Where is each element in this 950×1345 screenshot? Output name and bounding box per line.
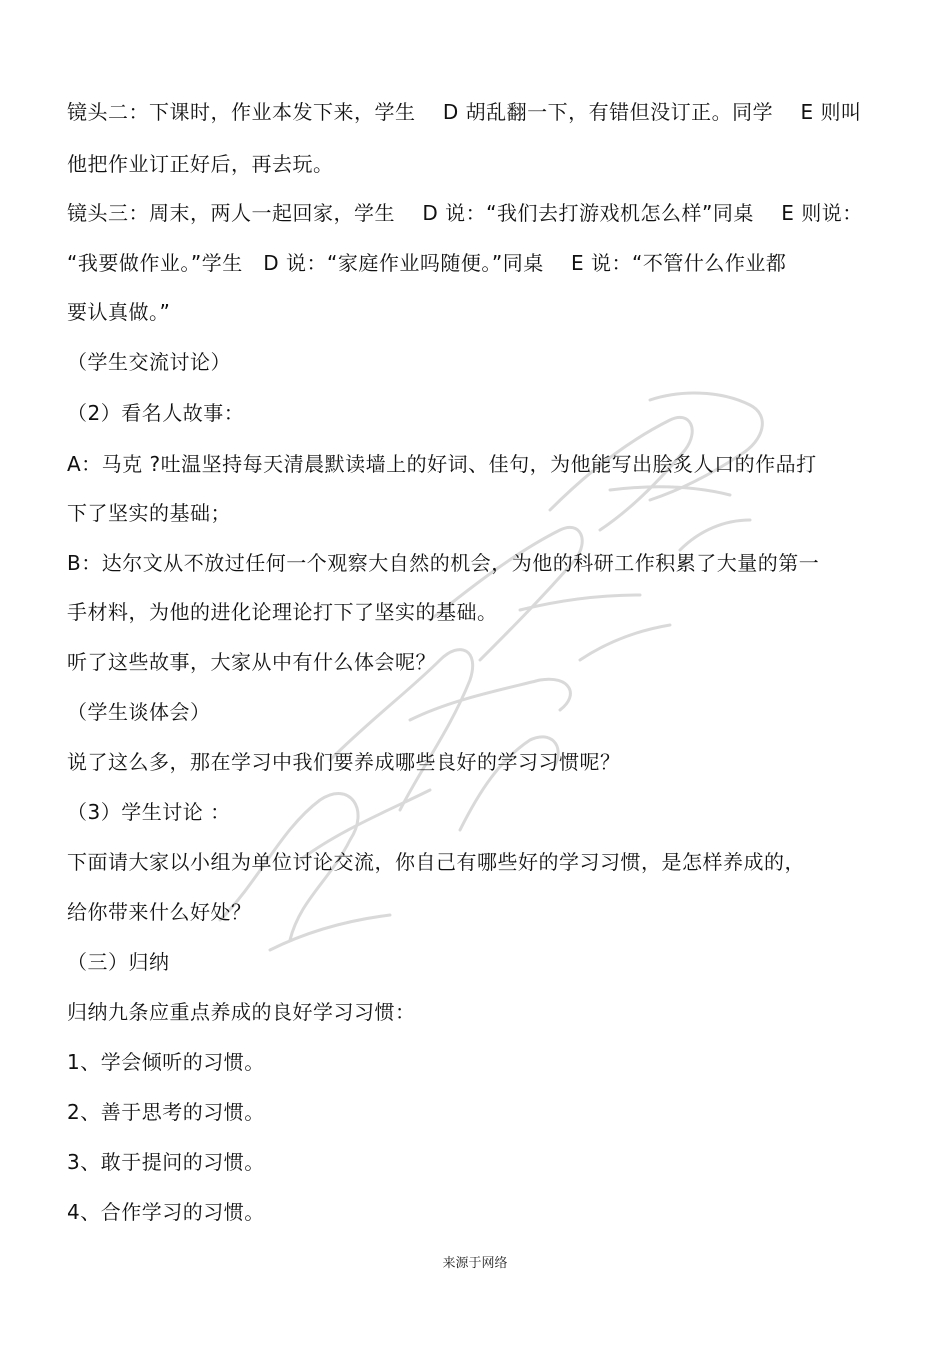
- text-line-16: 下面请大家以小组为单位讨论交流，你自己有哪些好的学习习惯，是怎样养成的，: [67, 850, 805, 874]
- text-line-14: 说了这么多，那在学习中我们要养成哪些良好的学习习惯呢？: [67, 750, 621, 774]
- text-line-17: 给你带来什么好处？: [67, 900, 252, 924]
- text-line-11: 手材料，为他的进化论理论打下了坚实的基础。: [67, 600, 498, 624]
- text-line-20: 1、学会倾听的习惯。: [67, 1050, 265, 1074]
- text-line-15: （3）学生讨论 ：: [67, 800, 231, 824]
- text-line-5: 要认真做。”: [67, 300, 171, 324]
- text-line-1: 镜头二：下课时，作业本发下来，学生 D 胡乱翻一下，有错但没订正。同学 E 则叫: [67, 100, 862, 124]
- text-line-22: 3、敢于提问的习惯。: [67, 1150, 265, 1174]
- text-line-8: A：马克 ?吐温坚持每天清晨默读墙上的好词、佳句，为他能写出脍炙人口的作品打: [67, 452, 817, 476]
- text-line-21: 2、善于思考的习惯。: [67, 1100, 265, 1124]
- text-line-13: （学生谈体会）: [67, 700, 211, 724]
- text-line-19: 归纳九条应重点养成的良好学习习惯：: [67, 1000, 416, 1024]
- text-line-7: （2）看名人故事：: [67, 401, 245, 425]
- text-line-9: 下了坚实的基础；: [67, 501, 231, 525]
- text-line-10: B：达尔文从不放过任何一个观察大自然的机会，为他的科研工作积累了大量的第一: [67, 551, 820, 575]
- text-line-18: （三）归纳: [67, 950, 170, 974]
- text-line-23: 4、合作学习的习惯。: [67, 1200, 265, 1224]
- text-line-12: 听了这些故事，大家从中有什么体会呢？: [67, 650, 436, 674]
- page-footer: 来源于网络: [442, 1256, 508, 1271]
- text-line-2: 他把作业订正好后，再去玩。: [67, 152, 334, 176]
- text-line-4: “我要做作业。”学生 D 说：“家庭作业吗随便。”同桌 E 说：“不管什么作业都: [67, 251, 787, 275]
- text-line-3: 镜头三：周末，两人一起回家，学生 D 说：“我们去打游戏机怎么样”同桌 E 则说：: [67, 201, 863, 225]
- text-line-6: （学生交流讨论）: [67, 350, 231, 374]
